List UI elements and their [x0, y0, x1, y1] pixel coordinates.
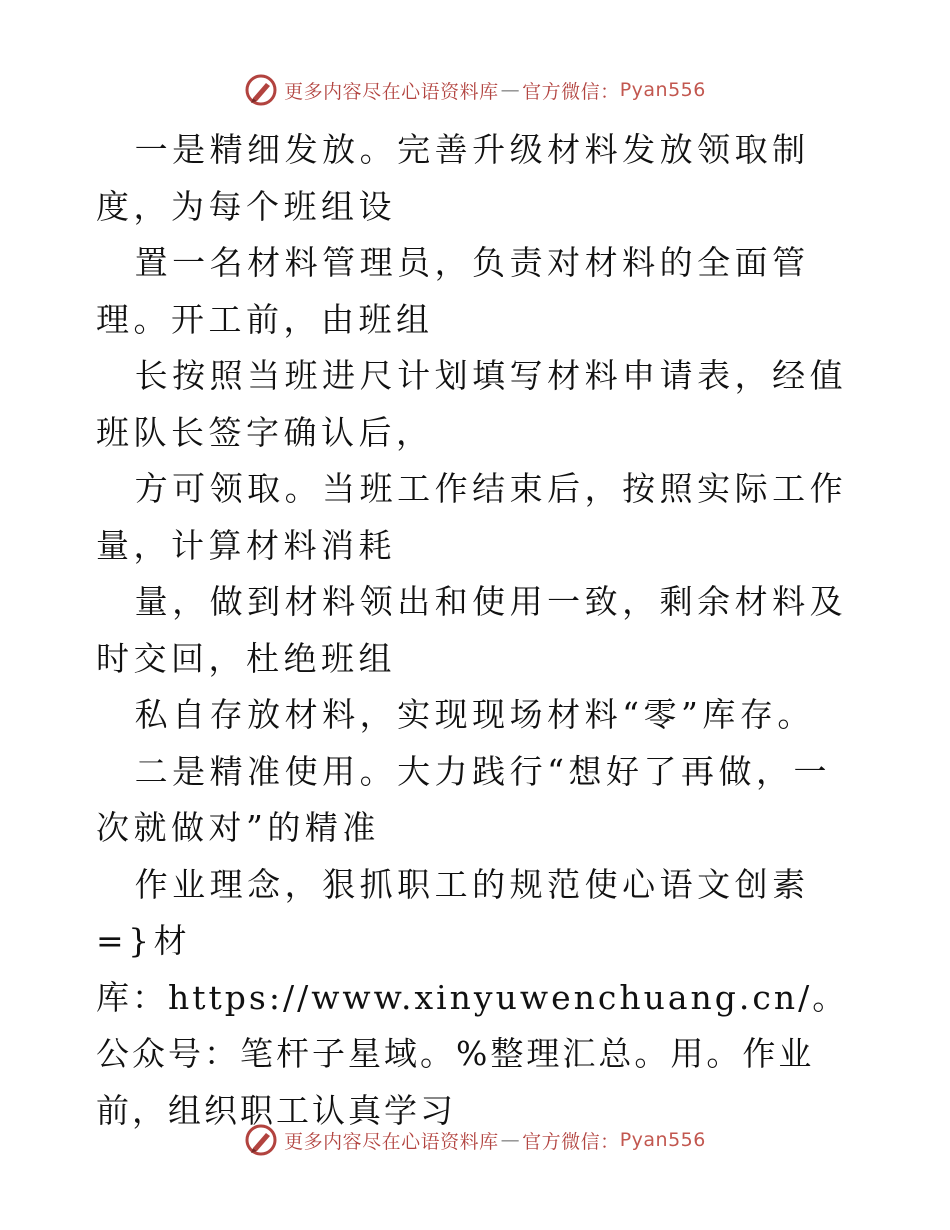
watermark-wechat-label: 官方微信： — [522, 80, 620, 103]
watermark-wechat-label: 官方微信： — [522, 1130, 620, 1153]
paragraph-1: 一是精细发放。完善升级材料发放领取制度，为每个班组设 — [96, 130, 810, 226]
watermark-text: 更多内容尽在心语资料库 — [284, 80, 499, 103]
document-body — [96, 122, 856, 1139]
watermark-separator: — — [500, 79, 521, 101]
watermark-separator: — — [500, 1129, 521, 1151]
footer-watermark — [0, 1120, 950, 1160]
watermark-wechat-id: Pyan556 — [619, 79, 706, 101]
pen-logo-icon — [244, 1123, 278, 1157]
pen-logo-icon — [244, 73, 278, 107]
header-watermark — [0, 70, 950, 110]
paragraph-3: 长按照当班进尺计划填写材料申请表，经值班队长签字确认后， — [96, 356, 848, 452]
paragraph-9: 库：https://www.xinyuwenchuang.cn/。公众号：笔杆子星域。%整理汇总。用。作业前，组织职工认真学习 — [96, 977, 849, 1130]
paragraph-7: 二是精准使用。大力践行“想好了再做，一次就做对”的精准 — [96, 751, 831, 847]
paragraph-8: 作业理念，狠抓职工的规范使心语文创素=}材 — [96, 864, 810, 960]
paragraph-4: 方可领取。当班工作结束后，按照实际工作量，计算材料消耗 — [96, 469, 848, 565]
watermark-text: 更多内容尽在心语资料库 — [284, 1130, 499, 1153]
paragraph-2: 置一名材料管理员，负责对材料的全面管理。开工前，由班组 — [96, 243, 810, 339]
watermark-wechat-id: Pyan556 — [619, 1129, 706, 1151]
paragraph-5: 量，做到材料领出和使用一致，剩余材料及时交回，杜绝班组 — [96, 582, 848, 678]
paragraph-6: 私自存放材料，实现现场材料“零”库存。 — [134, 695, 815, 734]
